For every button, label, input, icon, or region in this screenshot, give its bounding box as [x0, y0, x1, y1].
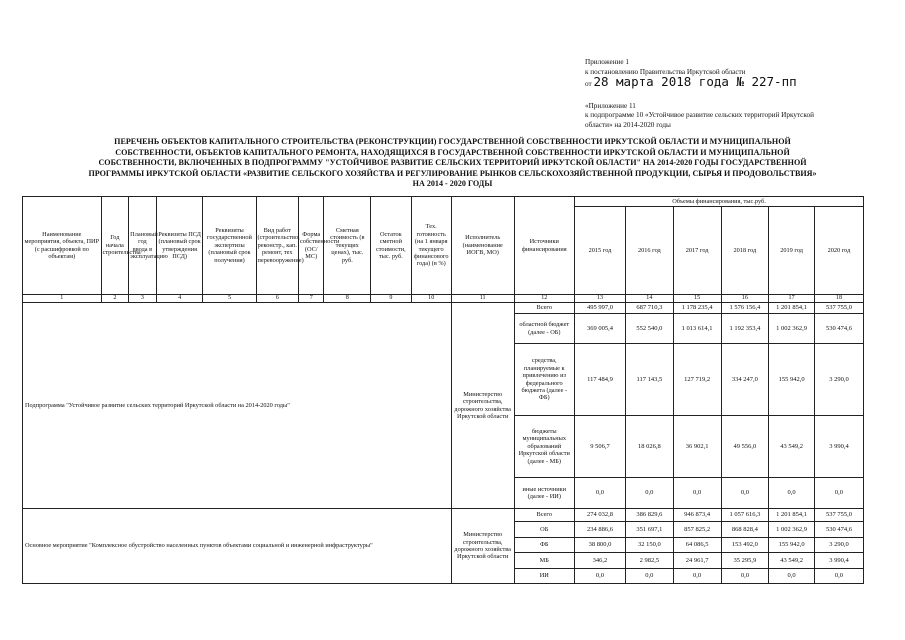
value-cell: 0,0 — [814, 569, 863, 584]
value-cell: 530 474,6 — [814, 522, 863, 538]
column-number: 8 — [324, 295, 371, 303]
column-number: 1 — [23, 295, 102, 303]
header-estimated-cost: Сметная стоимость (в текущих ценах), тыс. руб. — [324, 197, 371, 295]
source-cell: ОБ — [514, 522, 575, 538]
title-line: СОБСТВЕННОСТИ, ОБЪЕКТОВ КАПИТАЛЬНОГО РЕМОНТА, НАХОДЯЩИХСЯ В ГОСУДАРСТВЕННОЙ СОБСТВЕННОСТИ ИРКУТСКОЙ ОБЛАСТИ И МУНИЦИПАЛЬНОЙ — [115, 147, 790, 157]
column-number: 6 — [256, 295, 298, 303]
value-cell: 537 755,0 — [814, 303, 863, 314]
header-year: 2018 год — [721, 207, 769, 295]
value-cell: 3 990,4 — [814, 553, 863, 569]
value-cell: 38 800,0 — [575, 538, 626, 553]
header-funding-group: Объемы финансирования, тыс.руб. — [575, 197, 864, 207]
value-cell: 0,0 — [575, 478, 626, 509]
header-remaining-cost: Остаток сметной стоимости, тыс. руб. — [371, 197, 411, 295]
value-cell: 274 032,8 — [575, 509, 626, 522]
appendix-line: к постановлению Правительства Иркутской области — [585, 67, 746, 76]
value-cell: 0,0 — [673, 569, 721, 584]
source-cell: бюджеты муниципальных образований Иркутской области (далее - МБ) — [514, 416, 575, 478]
document-title — [24, 137, 881, 190]
value-cell: 1 013 614,1 — [673, 314, 721, 344]
value-cell: 857 825,2 — [673, 522, 721, 538]
value-cell: 9 506,7 — [575, 416, 626, 478]
value-cell: 369 005,4 — [575, 314, 626, 344]
value-cell: 3 290,0 — [814, 538, 863, 553]
value-cell: 0,0 — [769, 478, 815, 509]
source-cell: ИИ — [514, 569, 575, 584]
value-cell: 0,0 — [673, 478, 721, 509]
table-row — [23, 303, 864, 314]
value-cell: 687 710,3 — [625, 303, 673, 314]
subprogram-name: Подпрограмма "Устойчивое развитие сельских территорий Иркутской области на 2014-2020 годы" — [23, 303, 452, 509]
header-year: 2019 год — [769, 207, 815, 295]
value-cell: 946 873,4 — [673, 509, 721, 522]
value-cell: 0,0 — [575, 569, 626, 584]
value-cell: 495 997,0 — [575, 303, 626, 314]
column-number: 12 — [514, 295, 575, 303]
main-activity-name: Основное мероприятие "Комплексное обустройство населенных пунктов объектами социальной и инженерной инфраструктуры" — [23, 509, 452, 584]
title-line: НА 2014 - 2020 ГОДЫ — [412, 179, 493, 189]
title-line: СОБСТВЕННОСТИ, ВКЛЮЧЕННЫХ В ПОДПРОГРАММУ "УСТОЙЧИВОЕ РАЗВИТИЕ СЕЛЬСКИХ ТЕРРИТОРИЙ ИРКУТСКОЙ ОБЛАСТИ" НА 2014-2020 ГОДЫ ГОСУДАРСТВЕННОЙ — [98, 158, 807, 168]
column-number: 4 — [156, 295, 203, 303]
column-number: 16 — [721, 295, 769, 303]
appendix-line: к подпрограмме 10 «Устойчивое развитие сельских территорий Иркутской — [585, 111, 814, 119]
column-numbers-row — [23, 295, 864, 303]
value-cell: 24 961,7 — [673, 553, 721, 569]
value-cell: 2 982,5 — [625, 553, 673, 569]
value-cell: 1 576 156,4 — [721, 303, 769, 314]
value-cell: 346,2 — [575, 553, 626, 569]
source-cell: Всего — [514, 303, 575, 314]
executor-cell: Министерство строительства, дорожного хозяйства Иркутской области — [451, 303, 514, 509]
value-cell: 1 178 235,4 — [673, 303, 721, 314]
source-cell: Всего — [514, 509, 575, 522]
table-row — [23, 509, 864, 522]
value-cell: 1 002 362,9 — [769, 314, 815, 344]
value-cell: 35 295,9 — [721, 553, 769, 569]
header-work-type: Вид работ (строительство, реконстр., кап. ремонт, тех перевооружение) — [256, 197, 298, 295]
column-number: 15 — [673, 295, 721, 303]
value-cell: 117 143,5 — [625, 344, 673, 416]
header-expertise: Реквизиты государственной экспертизы (плановый срок получения) — [203, 197, 256, 295]
executor-cell: Министерство строительства, дорожного хозяйства Иркутской области — [451, 509, 514, 584]
value-cell: 0,0 — [769, 569, 815, 584]
value-cell: 1 201 854,1 — [769, 303, 815, 314]
value-cell: 386 829,6 — [625, 509, 673, 522]
appendix-date-prefix: от — [585, 80, 592, 88]
source-cell: МБ — [514, 553, 575, 569]
source-cell: средства, планируемые к привлечению из федерального бюджета (далее - ФБ) — [514, 344, 575, 416]
value-cell: 64 086,5 — [673, 538, 721, 553]
value-cell: 1 057 616,3 — [721, 509, 769, 522]
value-cell: 0,0 — [721, 478, 769, 509]
header-year: 2017 год — [673, 207, 721, 295]
value-cell: 43 549,2 — [769, 416, 815, 478]
header-sources: Источники финансирования — [514, 197, 575, 295]
source-cell: ФБ — [514, 538, 575, 553]
value-cell: 0,0 — [814, 478, 863, 509]
value-cell: 0,0 — [625, 569, 673, 584]
value-cell: 127 719,2 — [673, 344, 721, 416]
value-cell: 552 540,0 — [625, 314, 673, 344]
value-cell: 334 247,0 — [721, 344, 769, 416]
objects-table — [22, 196, 864, 584]
header-name: Наименование мероприятия, объекта, ПИР (с расшифровкой по объектам) — [23, 197, 102, 295]
value-cell: 49 556,0 — [721, 416, 769, 478]
value-cell: 32 150,0 — [625, 538, 673, 553]
appendix-date: 28 марта 2018 года № 227-пп — [593, 74, 797, 89]
value-cell: 1 002 362,9 — [769, 522, 815, 538]
column-number: 13 — [575, 295, 626, 303]
header-year: 2020 год — [814, 207, 863, 295]
value-cell: 155 942,0 — [769, 538, 815, 553]
column-number: 10 — [411, 295, 451, 303]
header-year: 2016 год — [625, 207, 673, 295]
value-cell: 36 902,1 — [673, 416, 721, 478]
value-cell: 3 990,4 — [814, 416, 863, 478]
value-cell: 43 549,2 — [769, 553, 815, 569]
source-cell: иные источники (далее - ИИ) — [514, 478, 575, 509]
column-number: 5 — [203, 295, 256, 303]
value-cell: 234 886,6 — [575, 522, 626, 538]
header-year: 2015 год — [575, 207, 626, 295]
title-line: ПРОГРАММЫ ИРКУТСКОЙ ОБЛАСТИ «РАЗВИТИЕ СЕЛЬСКОГО ХОЗЯЙСТВА И РЕГУЛИРОВАНИЕ РЫНКОВ СЕЛЬСКОХОЗЯЙСТВЕННОЙ ПРОДУКЦИИ, СЫРЬЯ И ПРОДОВОЛЬСТВИЯ» — [88, 168, 817, 178]
value-cell: 117 484,9 — [575, 344, 626, 416]
header-ownership: Форма собственности (ОС/МС) — [299, 197, 324, 295]
appendix-date-line — [585, 74, 814, 90]
column-number: 2 — [101, 295, 129, 303]
column-number: 11 — [451, 295, 514, 303]
source-cell: областной бюджет (далее - ОБ) — [514, 314, 575, 344]
column-number: 14 — [625, 295, 673, 303]
appendix-line: области» на 2014-2020 годы — [585, 120, 671, 129]
title-line: ПЕРЕЧЕНЬ ОБЪЕКТОВ КАПИТАЛЬНОГО СТРОИТЕЛЬСТВА (РЕКОНСТРУКЦИИ) ГОСУДАРСТВЕННОЙ СОБСТВЕННОСТИ ИРКУТСКОЙ ОБЛАСТИ И МУНИЦИПАЛЬНОЙ — [114, 137, 791, 146]
value-cell: 0,0 — [625, 478, 673, 509]
value-cell: 18 026,8 — [625, 416, 673, 478]
header-readiness: Тех. готовность (на 1 января текущего финансового года) (в %) — [411, 197, 451, 295]
appendix-line: Приложение 1 — [585, 58, 629, 66]
appendix-line: «Приложение 11 — [585, 101, 636, 110]
value-cell: 1 201 854,1 — [769, 509, 815, 522]
value-cell: 351 697,1 — [625, 522, 673, 538]
header-executor: Исполнитель (наименование ИОГВ, МО) — [451, 197, 514, 295]
header-commission-year: Плановый год ввода в эксплуатацию — [129, 197, 157, 295]
value-cell: 0,0 — [721, 569, 769, 584]
value-cell: 537 755,0 — [814, 509, 863, 522]
value-cell: 530 474,6 — [814, 314, 863, 344]
value-cell: 1 192 353,4 — [721, 314, 769, 344]
column-number: 9 — [371, 295, 411, 303]
appendix-block — [585, 58, 814, 130]
column-number: 18 — [814, 295, 863, 303]
value-cell: 153 492,0 — [721, 538, 769, 553]
value-cell: 3 290,0 — [814, 344, 863, 416]
header-psd: Реквизиты ПСД (плановый срок утверждения ПСД) — [156, 197, 203, 295]
column-number: 7 — [299, 295, 324, 303]
column-number: 17 — [769, 295, 815, 303]
header-start-year: Год начала строительства — [101, 197, 129, 295]
value-cell: 155 942,0 — [769, 344, 815, 416]
value-cell: 868 828,4 — [721, 522, 769, 538]
column-number: 3 — [129, 295, 157, 303]
